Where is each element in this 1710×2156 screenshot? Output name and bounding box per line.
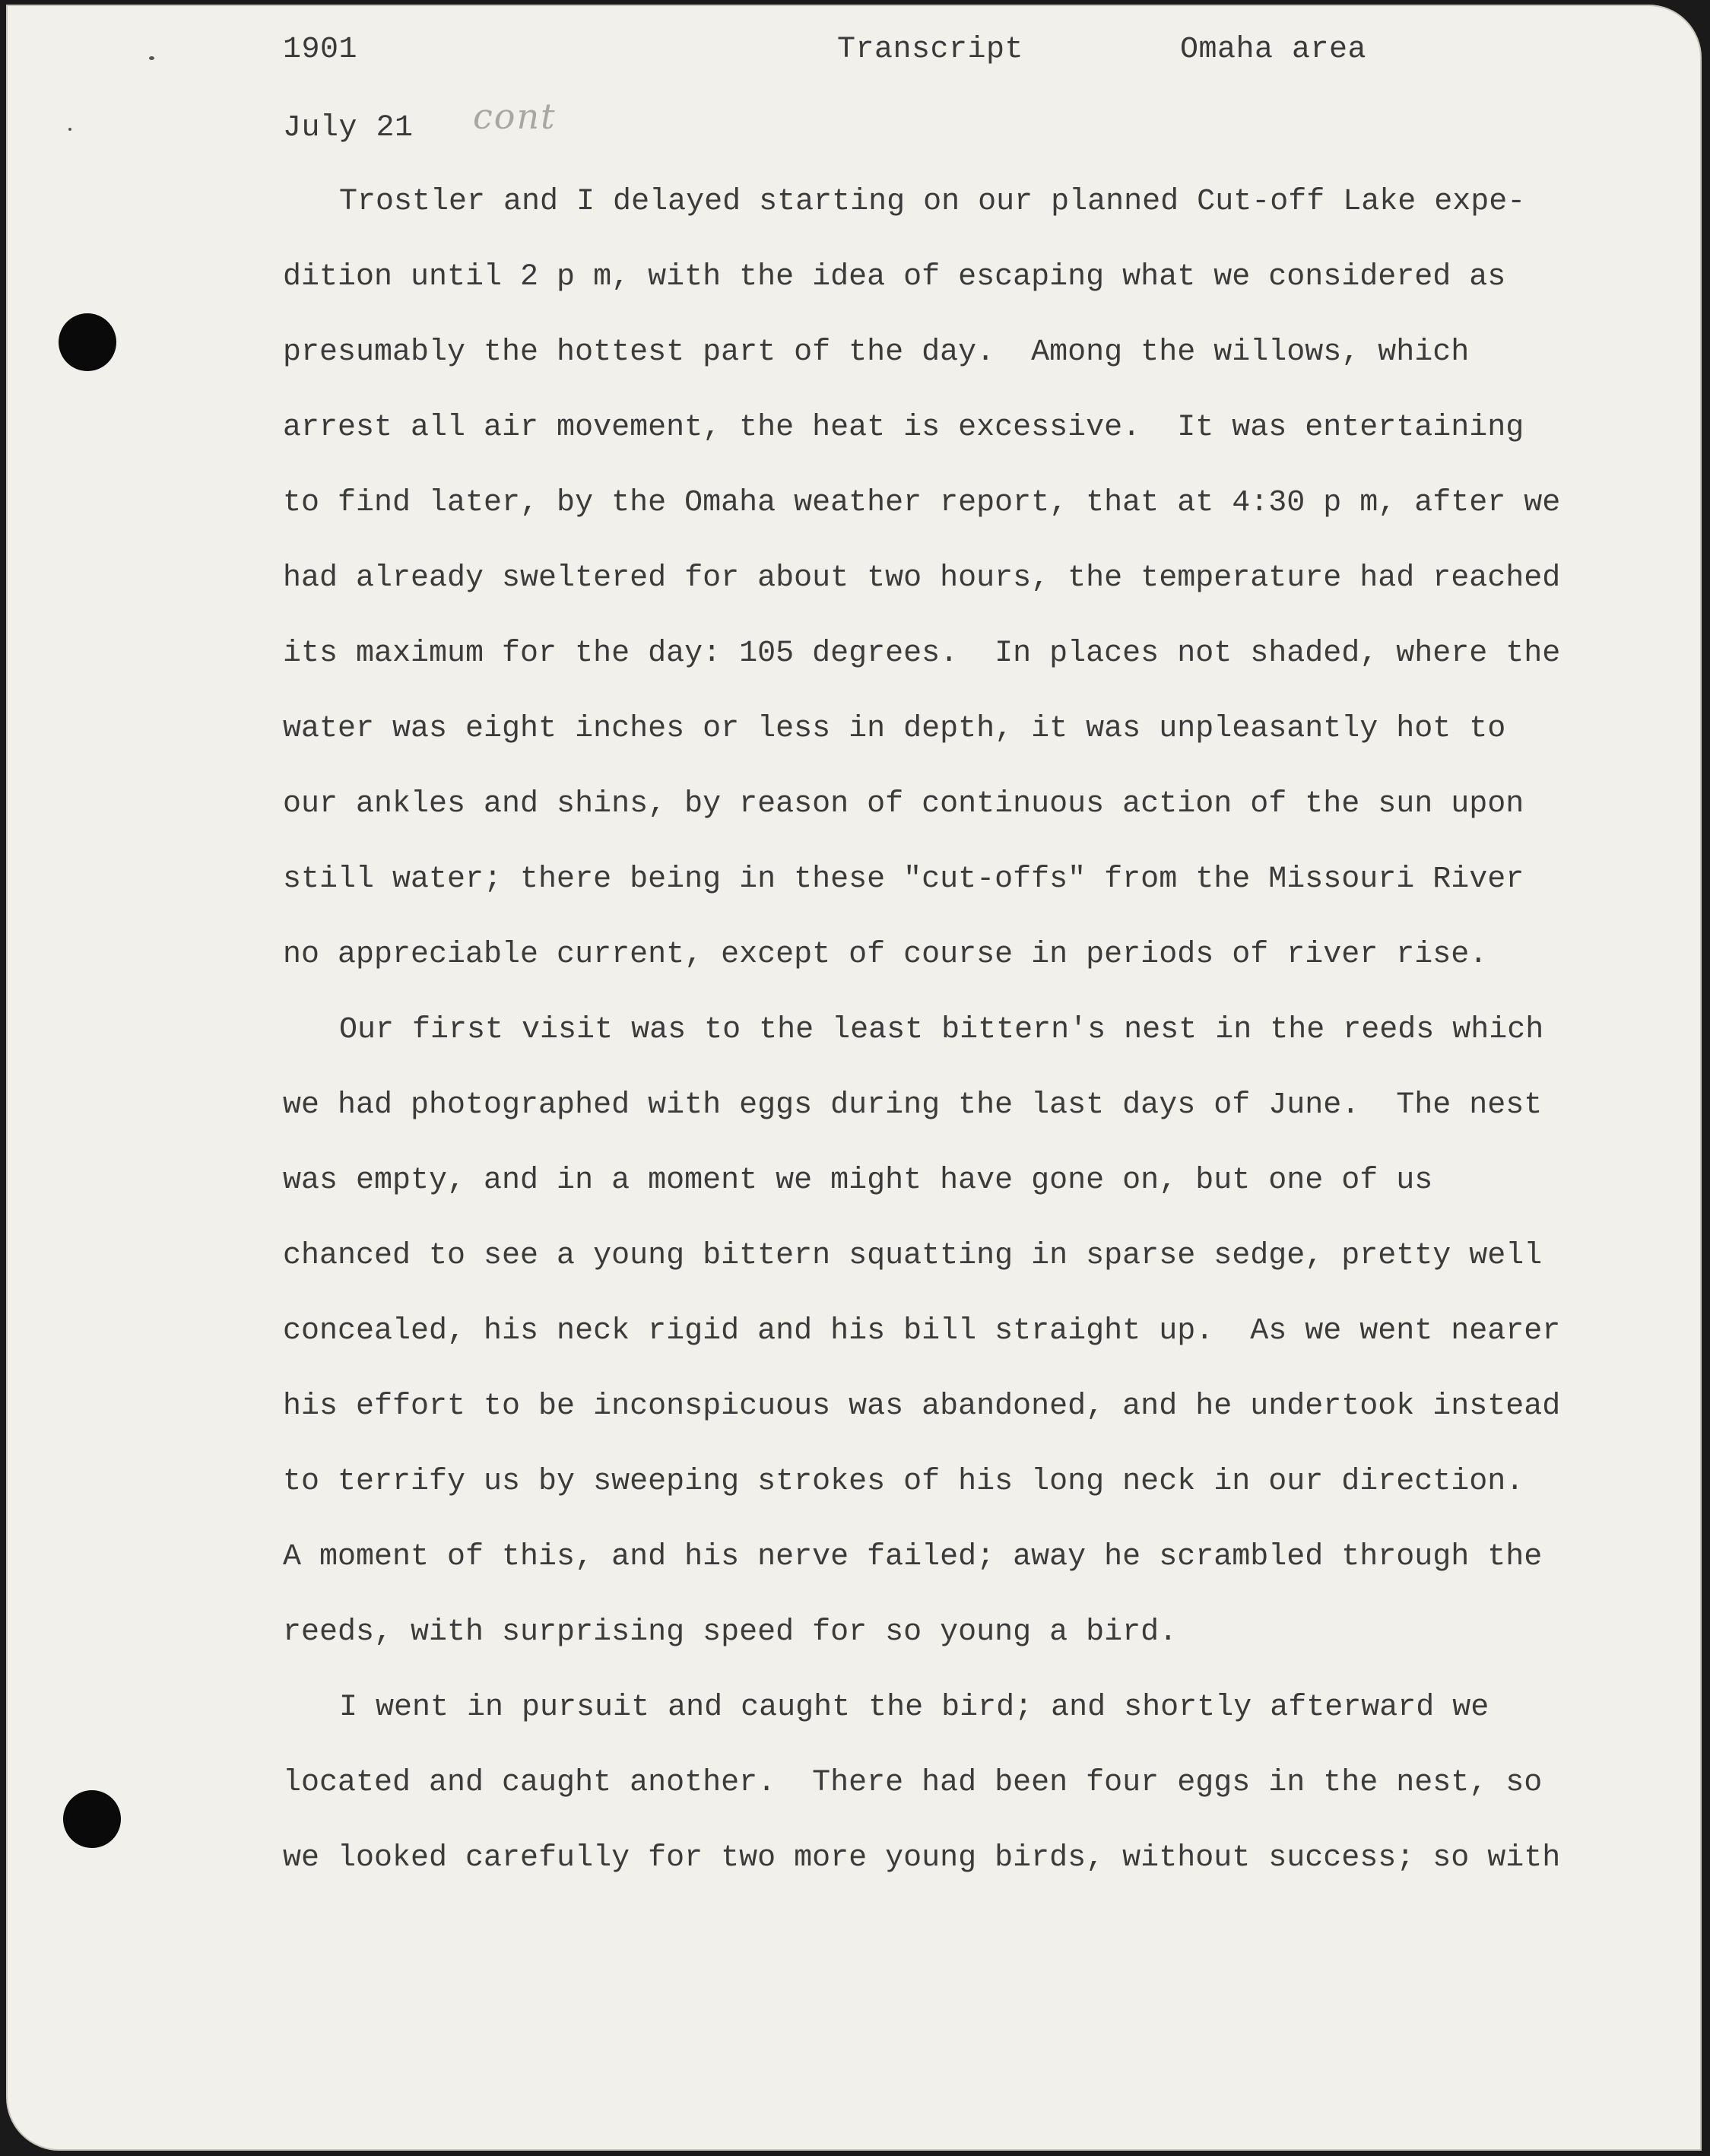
margin-mark [149,56,154,60]
body-line: was empty, and in a moment we might have gone on, but one of us [283,1164,1433,1198]
body-line: dition until 2 p m, with the idea of escaping what we considered as [283,260,1506,294]
body-line: to find later, by the Omaha weather report, that at 4:30 p m, after we [283,486,1561,520]
body-line: its maximum for the day: 105 degrees. In places not shaded, where the [283,637,1561,671]
body-line: we looked carefully for two more young birds, without success; so with [283,1841,1561,1875]
pencil-annotation-text: cont [473,96,557,137]
body-line: A moment of this, and his nerve failed; away he scrambled through the [283,1540,1543,1574]
body-line: I went in pursuit and caught the bird; and shortly afterward we [339,1691,1490,1725]
body-line: no appreciable current, except of course in periods of river rise. [283,938,1488,972]
header-title: Transcript [837,33,1024,67]
body-line: still water; there being in these "cut-offs" from the Missouri River [283,862,1524,897]
margin-mark [68,128,71,131]
header-year: 1901 [283,33,358,67]
body-line: reeds, with surprising speed for so young a bird. [283,1615,1178,1650]
body-line: arrest all air movement, the heat is excessive. It was entertaining [283,411,1524,445]
body-line: our ankles and shins, by reason of continuous action of the sun upon [283,787,1524,821]
header-location: Omaha area [1180,33,1367,67]
body-line: chanced to see a young bittern squatting in sparse sedge, pretty well [283,1239,1543,1273]
body-line: we had photographed with eggs during the last days of June. The nest [283,1088,1543,1122]
body-line: his effort to be inconspicuous was abandoned, and he undertook instead [283,1389,1561,1424]
body-line: had already sweltered for about two hours, the temperature had reached [283,561,1561,595]
punch-hole-bottom [63,1790,121,1848]
typed-page [6,5,1702,2151]
body-line: concealed, his neck rigid and his bill straight up. As we went nearer [283,1314,1561,1348]
punch-hole-top [59,313,116,371]
pencil-annotation [473,96,557,137]
body-line: Our first visit was to the least bittern's nest in the reeds which [339,1013,1544,1047]
body-line: Trostler and I delayed starting on our planned Cut-off Lake expe- [339,185,1526,219]
body-line: located and caught another. There had been four eggs in the nest, so [283,1766,1543,1800]
body-line: water was eight inches or less in depth, it was unpleasantly hot to [283,712,1506,746]
body-line: to terrify us by sweeping strokes of his long neck in our direction. [283,1465,1524,1499]
body-line: presumably the hottest part of the day. Among the willows, which [283,335,1470,370]
entry-date: July 21 [283,111,414,145]
